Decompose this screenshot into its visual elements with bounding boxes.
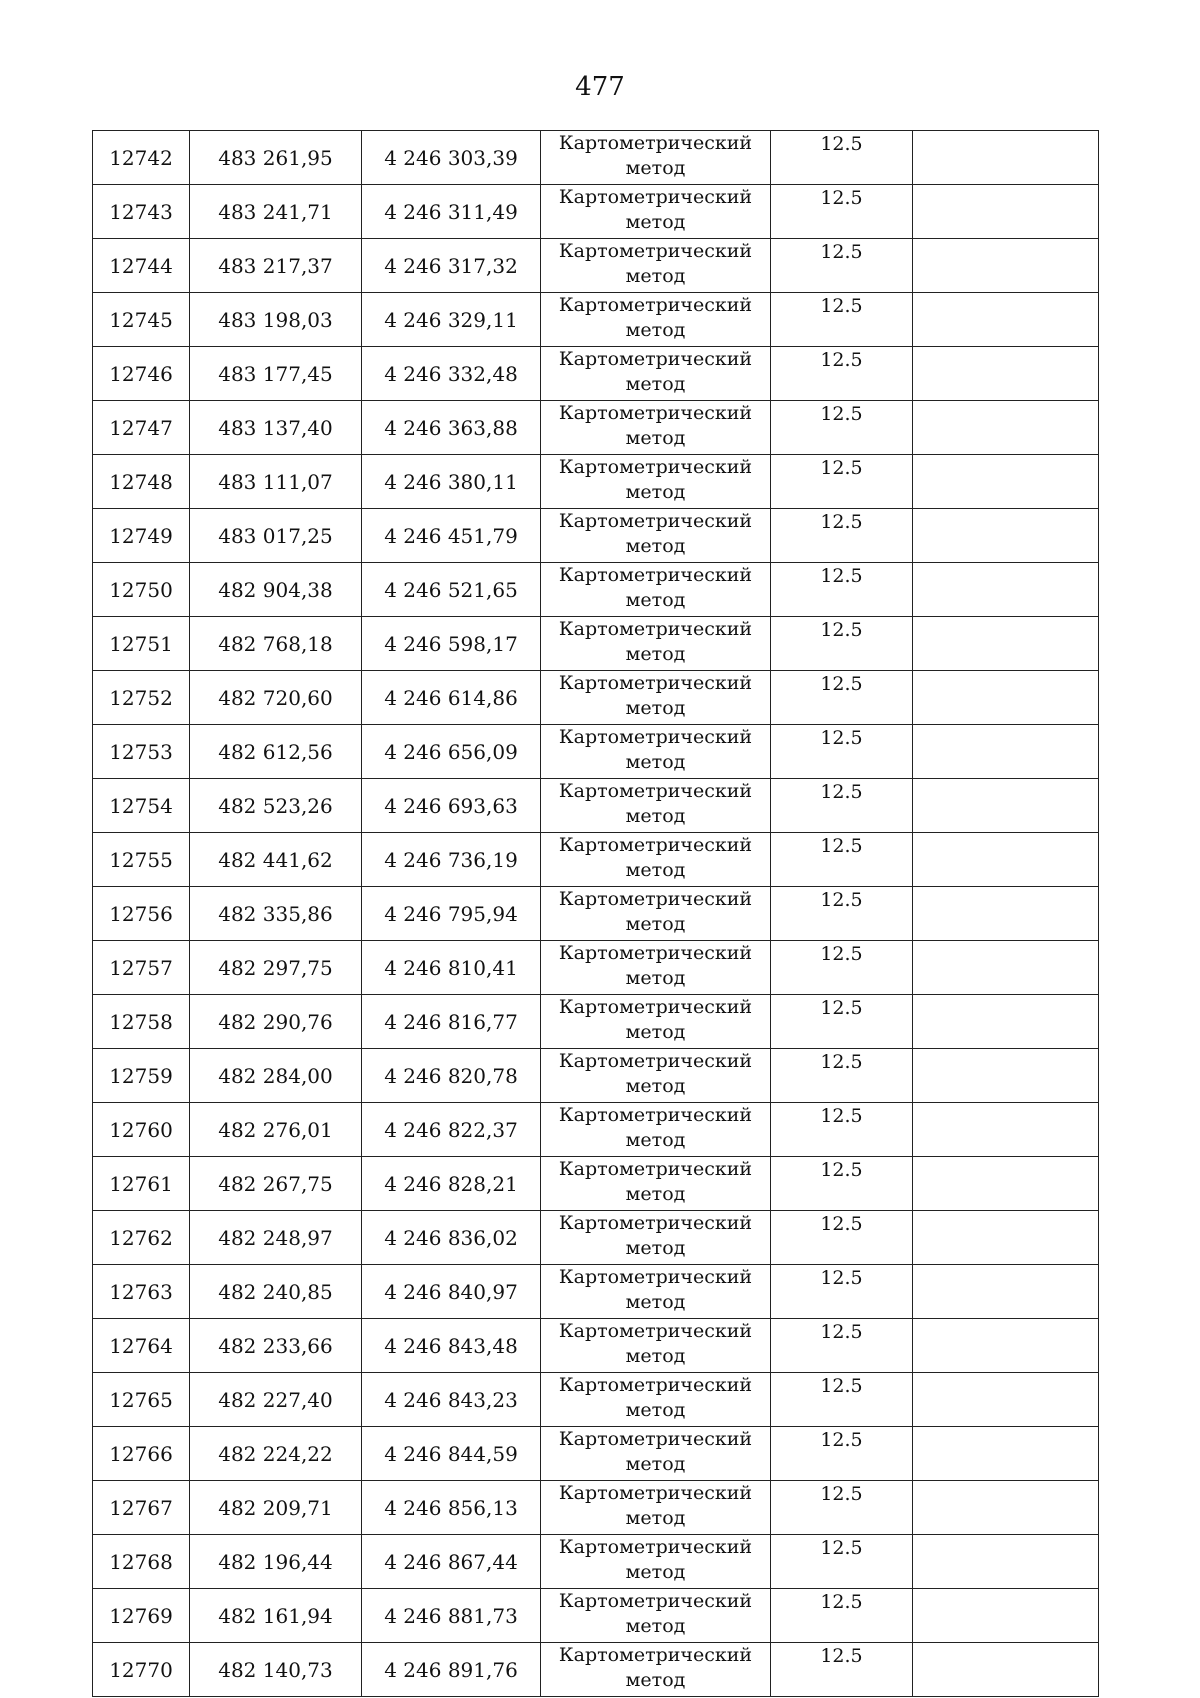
method-label-line2: метод [625,1021,686,1043]
method-label-line2: метод [625,1669,686,1691]
method-label-line2: метод [625,751,686,773]
accuracy-cell: 12.5 [771,941,913,995]
table-row [93,1265,1099,1319]
method-label-line2: метод [625,1075,686,1097]
accuracy-cell: 12.5 [771,671,913,725]
y-coordinate-cell: 4 246 836,02 [362,1211,541,1265]
y-coordinate-cell: 4 246 332,48 [362,347,541,401]
table-row [93,1211,1099,1265]
method-cell [541,1589,771,1643]
table-row [93,887,1099,941]
method-cell [541,563,771,617]
empty-cell [913,725,1099,779]
method-label-line2: метод [625,1399,686,1421]
method-label-line2: метод [625,913,686,935]
method-cell [541,617,771,671]
method-cell [541,1319,771,1373]
accuracy-cell: 12.5 [771,1049,913,1103]
y-coordinate-cell: 4 246 856,13 [362,1481,541,1535]
table-row [93,1049,1099,1103]
x-coordinate-cell: 482 768,18 [190,617,362,671]
empty-cell [913,617,1099,671]
empty-cell [913,1427,1099,1481]
method-label-line1: Картометрический [558,1536,753,1558]
accuracy-cell: 12.5 [771,1535,913,1589]
method-cell [541,239,771,293]
method-cell [541,1211,771,1265]
method-cell [541,1427,771,1481]
y-coordinate-cell: 4 246 867,44 [362,1535,541,1589]
x-coordinate-cell: 483 111,07 [190,455,362,509]
x-coordinate-cell: 482 140,73 [190,1643,362,1697]
accuracy-cell: 12.5 [771,1481,913,1535]
method-label-line1: Картометрический [558,1374,753,1396]
method-cell [541,131,771,185]
x-coordinate-cell: 482 276,01 [190,1103,362,1157]
point-number-cell: 12756 [93,887,190,941]
point-number-cell: 12766 [93,1427,190,1481]
accuracy-cell: 12.5 [771,563,913,617]
point-number-cell: 12745 [93,293,190,347]
method-cell [541,995,771,1049]
x-coordinate-cell: 482 720,60 [190,671,362,725]
method-cell [541,1373,771,1427]
y-coordinate-cell: 4 246 598,17 [362,617,541,671]
x-coordinate-cell: 483 017,25 [190,509,362,563]
x-coordinate-cell: 483 217,37 [190,239,362,293]
x-coordinate-cell: 483 241,71 [190,185,362,239]
accuracy-cell: 12.5 [771,1589,913,1643]
x-coordinate-cell: 482 240,85 [190,1265,362,1319]
empty-cell [913,347,1099,401]
point-number-cell: 12767 [93,1481,190,1535]
method-label-line2: метод [625,643,686,665]
y-coordinate-cell: 4 246 840,97 [362,1265,541,1319]
point-number-cell: 12754 [93,779,190,833]
method-cell [541,833,771,887]
method-label-line1: Картометрический [558,1590,753,1612]
method-cell [541,671,771,725]
empty-cell [913,239,1099,293]
x-coordinate-cell: 482 904,38 [190,563,362,617]
x-coordinate-cell: 482 209,71 [190,1481,362,1535]
table-row [93,725,1099,779]
point-number-cell: 12770 [93,1643,190,1697]
y-coordinate-cell: 4 246 843,48 [362,1319,541,1373]
method-label-line1: Картометрический [558,510,753,532]
table-row [93,293,1099,347]
empty-cell [913,779,1099,833]
accuracy-cell: 12.5 [771,455,913,509]
x-coordinate-cell: 483 137,40 [190,401,362,455]
method-cell [541,455,771,509]
accuracy-cell: 12.5 [771,1103,913,1157]
method-label-line1: Картометрический [558,1428,753,1450]
empty-cell [913,833,1099,887]
method-cell [541,779,771,833]
accuracy-cell: 12.5 [771,833,913,887]
y-coordinate-cell: 4 246 656,09 [362,725,541,779]
empty-cell [913,1211,1099,1265]
point-number-cell: 12742 [93,131,190,185]
empty-cell [913,1265,1099,1319]
x-coordinate-cell: 482 233,66 [190,1319,362,1373]
method-label-line2: метод [625,265,686,287]
method-cell [541,347,771,401]
method-label-line2: метод [625,373,686,395]
method-cell [541,1157,771,1211]
accuracy-cell: 12.5 [771,617,913,671]
table-row [93,401,1099,455]
table-row [93,1481,1099,1535]
table-row [93,779,1099,833]
method-cell [541,1535,771,1589]
method-cell [541,293,771,347]
method-label-line1: Картометрический [558,996,753,1018]
y-coordinate-cell: 4 246 736,19 [362,833,541,887]
accuracy-cell: 12.5 [771,995,913,1049]
point-number-cell: 12768 [93,1535,190,1589]
table-row [93,131,1099,185]
point-number-cell: 12750 [93,563,190,617]
table-row [93,1535,1099,1589]
method-cell [541,509,771,563]
y-coordinate-cell: 4 246 329,11 [362,293,541,347]
method-label-line1: Картометрический [558,1320,753,1342]
point-number-cell: 12748 [93,455,190,509]
y-coordinate-cell: 4 246 614,86 [362,671,541,725]
point-number-cell: 12757 [93,941,190,995]
y-coordinate-cell: 4 246 810,41 [362,941,541,995]
method-label-line1: Картометрический [558,1266,753,1288]
empty-cell [913,1373,1099,1427]
y-coordinate-cell: 4 246 816,77 [362,995,541,1049]
accuracy-cell: 12.5 [771,779,913,833]
method-label-line2: метод [625,535,686,557]
accuracy-cell: 12.5 [771,1211,913,1265]
empty-cell [913,509,1099,563]
x-coordinate-cell: 483 177,45 [190,347,362,401]
method-label-line1: Картометрический [558,1482,753,1504]
empty-cell [913,1319,1099,1373]
empty-cell [913,995,1099,1049]
x-coordinate-cell: 482 161,94 [190,1589,362,1643]
y-coordinate-cell: 4 246 521,65 [362,563,541,617]
point-number-cell: 12760 [93,1103,190,1157]
y-coordinate-cell: 4 246 303,39 [362,131,541,185]
method-label-line2: метод [625,1183,686,1205]
method-cell [541,401,771,455]
table-row [93,941,1099,995]
point-number-cell: 12764 [93,1319,190,1373]
y-coordinate-cell: 4 246 693,63 [362,779,541,833]
x-coordinate-cell: 482 297,75 [190,941,362,995]
x-coordinate-cell: 482 267,75 [190,1157,362,1211]
x-coordinate-cell: 483 261,95 [190,131,362,185]
page-number: 477 [575,72,625,102]
table-row [93,671,1099,725]
method-label-line1: Картометрический [558,1050,753,1072]
method-label-line1: Картометрический [558,618,753,640]
method-label-line2: метод [625,1507,686,1529]
method-label-line2: метод [625,1615,686,1637]
method-label-line1: Картометрический [558,240,753,262]
table-row [93,509,1099,563]
x-coordinate-cell: 482 224,22 [190,1427,362,1481]
accuracy-cell: 12.5 [771,1373,913,1427]
x-coordinate-cell: 482 335,86 [190,887,362,941]
method-label-line2: метод [625,697,686,719]
accuracy-cell: 12.5 [771,509,913,563]
point-number-cell: 12753 [93,725,190,779]
table-row [93,1373,1099,1427]
table-row [93,239,1099,293]
empty-cell [913,1535,1099,1589]
y-coordinate-cell: 4 246 363,88 [362,401,541,455]
y-coordinate-cell: 4 246 822,37 [362,1103,541,1157]
y-coordinate-cell: 4 246 843,23 [362,1373,541,1427]
point-number-cell: 12746 [93,347,190,401]
table-row [93,617,1099,671]
x-coordinate-cell: 482 612,56 [190,725,362,779]
accuracy-cell: 12.5 [771,887,913,941]
table-row [93,185,1099,239]
method-label-line1: Картометрический [558,780,753,802]
empty-cell [913,1103,1099,1157]
method-label-line1: Картометрический [558,1158,753,1180]
empty-cell [913,455,1099,509]
point-number-cell: 12744 [93,239,190,293]
method-label-line1: Картометрический [558,888,753,910]
method-label-line2: метод [625,481,686,503]
table-row [93,995,1099,1049]
accuracy-cell: 12.5 [771,1157,913,1211]
empty-cell [913,1481,1099,1535]
point-number-cell: 12743 [93,185,190,239]
table-row [93,833,1099,887]
method-label-line2: метод [625,859,686,881]
point-number-cell: 12769 [93,1589,190,1643]
accuracy-cell: 12.5 [771,1265,913,1319]
method-label-line2: метод [625,1129,686,1151]
point-number-cell: 12758 [93,995,190,1049]
y-coordinate-cell: 4 246 828,21 [362,1157,541,1211]
point-number-cell: 12762 [93,1211,190,1265]
method-label-line1: Картометрический [558,834,753,856]
accuracy-cell: 12.5 [771,1319,913,1373]
x-coordinate-cell: 483 198,03 [190,293,362,347]
y-coordinate-cell: 4 246 820,78 [362,1049,541,1103]
table-row [93,1103,1099,1157]
method-cell [541,1265,771,1319]
accuracy-cell: 12.5 [771,347,913,401]
method-label-line1: Картометрический [558,1644,753,1666]
method-label-line2: метод [625,1345,686,1367]
method-label-line1: Картометрический [558,186,753,208]
x-coordinate-cell: 482 441,62 [190,833,362,887]
point-number-cell: 12763 [93,1265,190,1319]
method-label-line1: Картометрический [558,1212,753,1234]
coordinates-table-body [93,131,1099,1697]
method-label-line1: Картометрический [558,942,753,964]
y-coordinate-cell: 4 246 891,76 [362,1643,541,1697]
accuracy-cell: 12.5 [771,1427,913,1481]
y-coordinate-cell: 4 246 844,59 [362,1427,541,1481]
method-cell [541,185,771,239]
method-label-line1: Картометрический [558,456,753,478]
empty-cell [913,1589,1099,1643]
method-cell [541,887,771,941]
method-label-line1: Картометрический [558,348,753,370]
empty-cell [913,887,1099,941]
method-label-line2: метод [625,1453,686,1475]
x-coordinate-cell: 482 290,76 [190,995,362,1049]
empty-cell [913,563,1099,617]
y-coordinate-cell: 4 246 317,32 [362,239,541,293]
method-label-line2: метод [625,211,686,233]
y-coordinate-cell: 4 246 311,49 [362,185,541,239]
method-label-line2: метод [625,1291,686,1313]
point-number-cell: 12765 [93,1373,190,1427]
empty-cell [913,185,1099,239]
method-cell [541,1103,771,1157]
point-number-cell: 12747 [93,401,190,455]
method-cell [541,725,771,779]
y-coordinate-cell: 4 246 380,11 [362,455,541,509]
method-label-line1: Картометрический [558,672,753,694]
empty-cell [913,401,1099,455]
table-row [93,1319,1099,1373]
x-coordinate-cell: 482 284,00 [190,1049,362,1103]
table-row [93,455,1099,509]
method-label-line2: метод [625,1561,686,1583]
method-label-line2: метод [625,427,686,449]
method-label-line2: метод [625,319,686,341]
x-coordinate-cell: 482 248,97 [190,1211,362,1265]
method-label-line1: Картометрический [558,1104,753,1126]
point-number-cell: 12751 [93,617,190,671]
accuracy-cell: 12.5 [771,185,913,239]
method-label-line1: Картометрический [558,564,753,586]
accuracy-cell: 12.5 [771,239,913,293]
accuracy-cell: 12.5 [771,725,913,779]
point-number-cell: 12749 [93,509,190,563]
empty-cell [913,1643,1099,1697]
x-coordinate-cell: 482 196,44 [190,1535,362,1589]
point-number-cell: 12759 [93,1049,190,1103]
empty-cell [913,1049,1099,1103]
method-label-line1: Картометрический [558,402,753,424]
accuracy-cell: 12.5 [771,401,913,455]
accuracy-cell: 12.5 [771,131,913,185]
y-coordinate-cell: 4 246 795,94 [362,887,541,941]
method-label-line1: Картометрический [558,132,753,154]
empty-cell [913,1157,1099,1211]
method-label-line2: метод [625,1237,686,1259]
table-row [93,563,1099,617]
method-cell [541,1643,771,1697]
method-label-line1: Картометрический [558,294,753,316]
y-coordinate-cell: 4 246 451,79 [362,509,541,563]
table-row [93,1589,1099,1643]
empty-cell [913,131,1099,185]
table-row [93,1157,1099,1211]
empty-cell [913,293,1099,347]
x-coordinate-cell: 482 227,40 [190,1373,362,1427]
table-row [93,347,1099,401]
method-label-line2: метод [625,157,686,179]
coordinates-table [92,130,1099,1697]
point-number-cell: 12752 [93,671,190,725]
empty-cell [913,941,1099,995]
accuracy-cell: 12.5 [771,293,913,347]
point-number-cell: 12761 [93,1157,190,1211]
empty-cell [913,671,1099,725]
method-cell [541,1049,771,1103]
table-row [93,1427,1099,1481]
method-cell [541,1481,771,1535]
accuracy-cell: 12.5 [771,1643,913,1697]
y-coordinate-cell: 4 246 881,73 [362,1589,541,1643]
method-label-line2: метод [625,967,686,989]
method-label-line2: метод [625,589,686,611]
method-label-line1: Картометрический [558,726,753,748]
method-cell [541,941,771,995]
table-row [93,1643,1099,1697]
x-coordinate-cell: 482 523,26 [190,779,362,833]
method-label-line2: метод [625,805,686,827]
point-number-cell: 12755 [93,833,190,887]
